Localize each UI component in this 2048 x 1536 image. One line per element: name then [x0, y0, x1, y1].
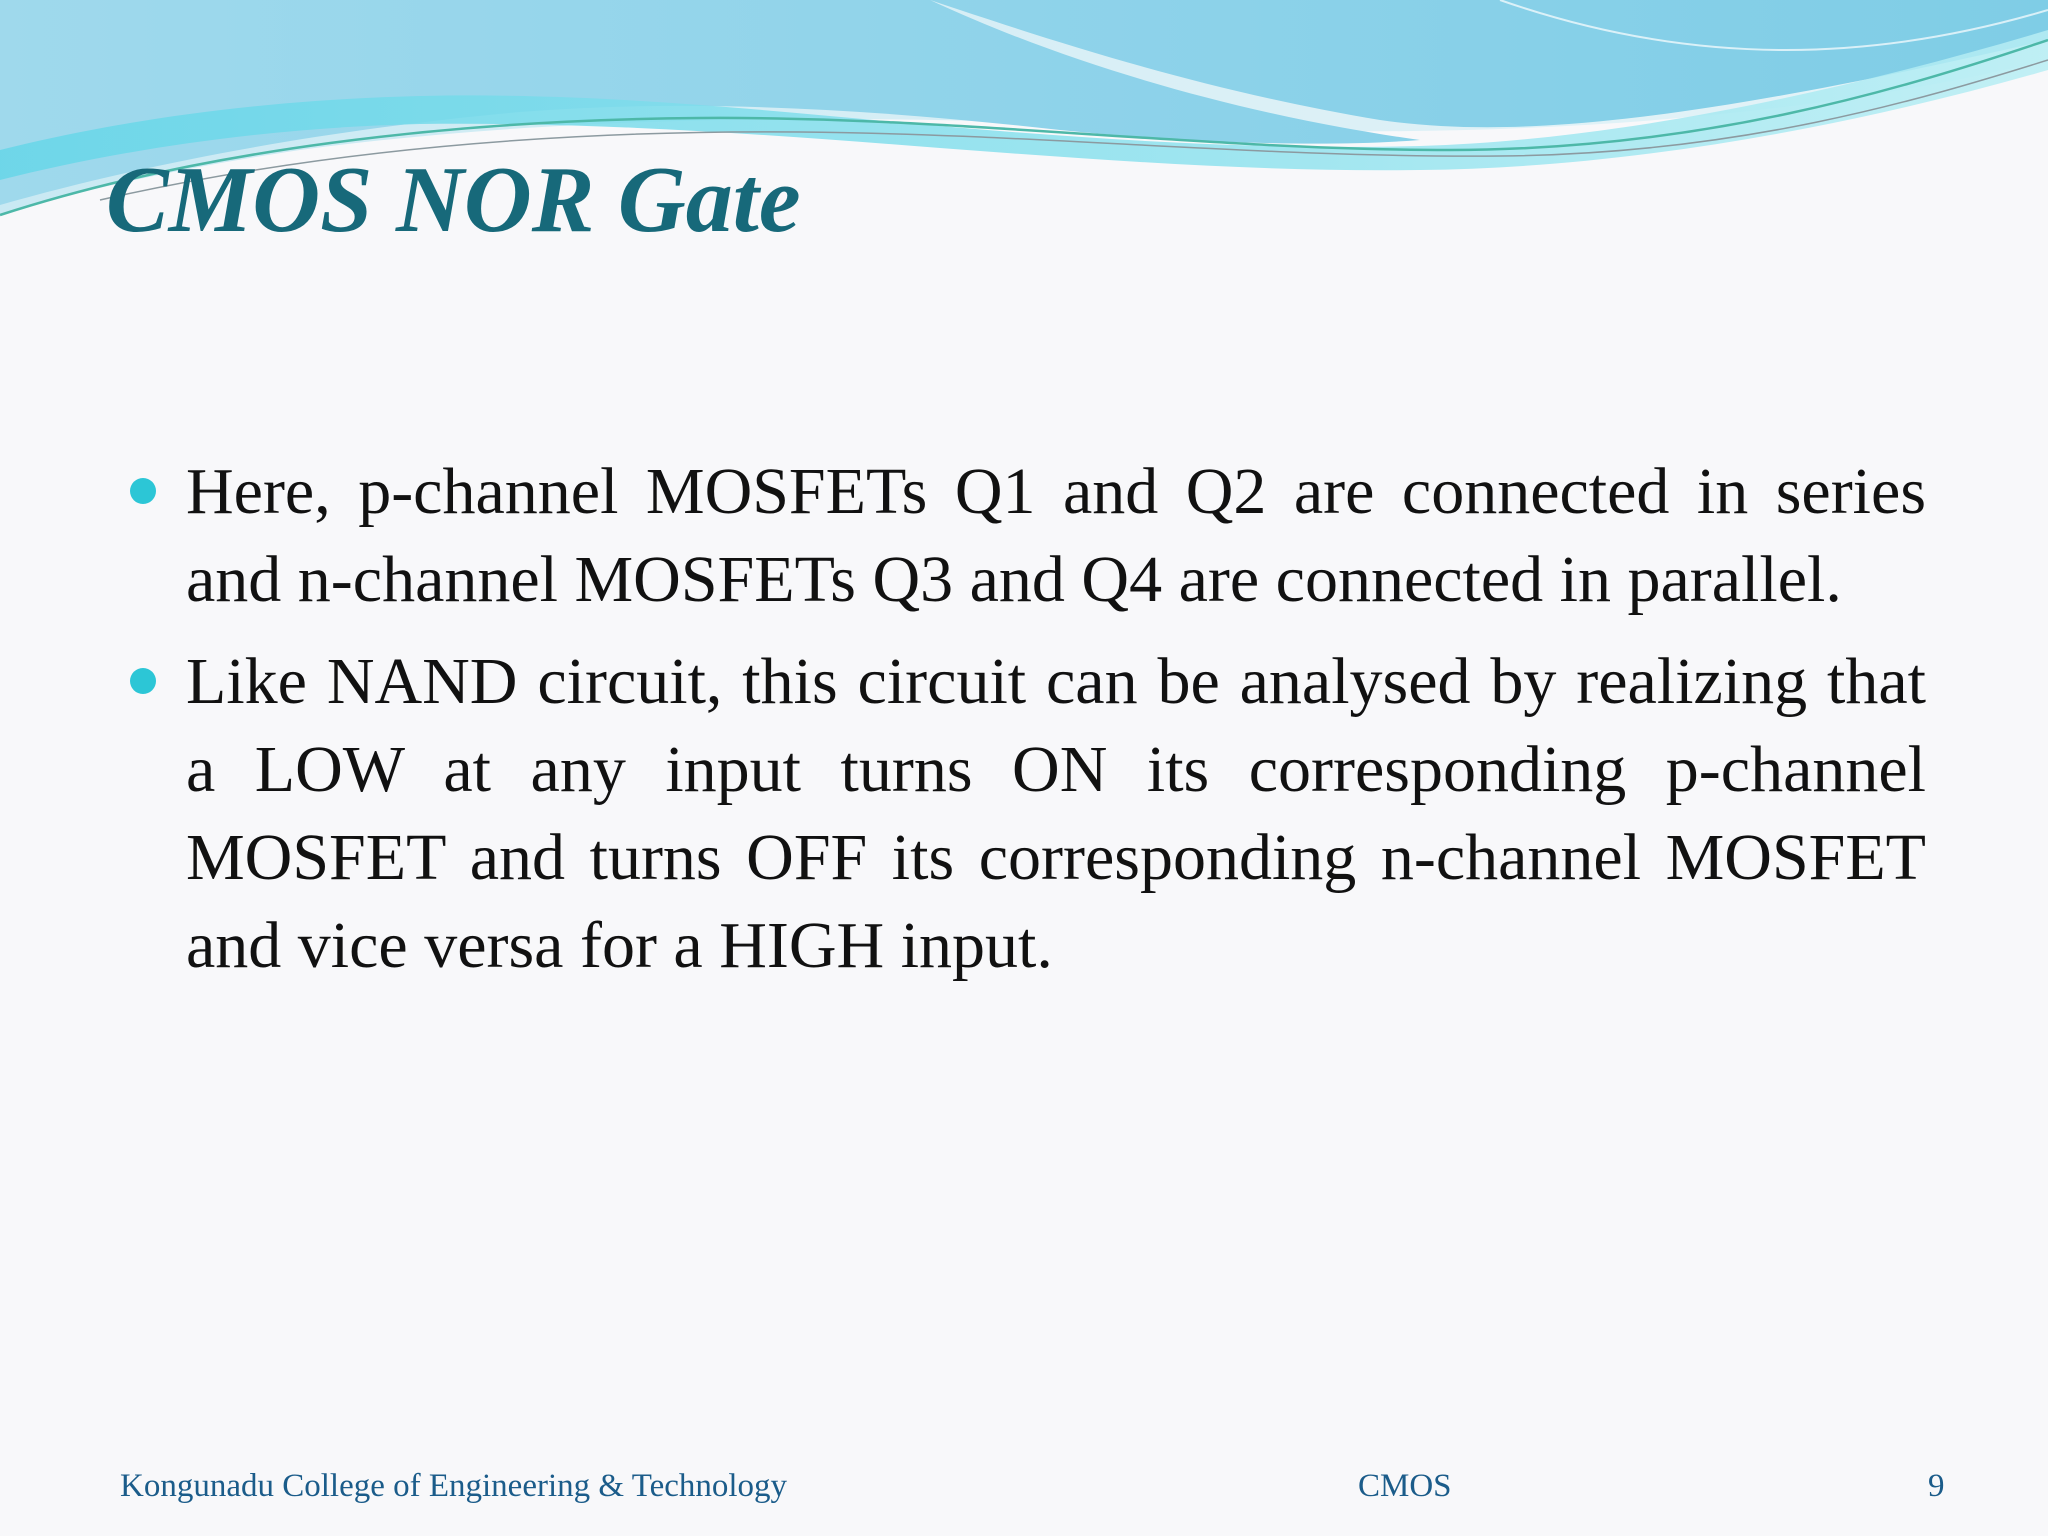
slide-title: CMOS NOR Gate	[106, 148, 801, 252]
bullet-list	[130, 448, 1926, 1004]
footer-topic: CMOS	[1358, 1468, 1452, 1504]
bullet-item	[130, 448, 1926, 624]
footer-page-number: 9	[1928, 1468, 1945, 1504]
bullet-marker-icon	[130, 478, 156, 504]
bullet-item	[130, 638, 1926, 990]
bullet-text: Here, p-channel MOSFETs Q1 and Q2 are connected in series and n-channel MOSFETs Q3 and Q4 are connected in parallel.	[186, 455, 1926, 616]
footer-institution: Kongunadu College of Engineering & Technology	[120, 1468, 788, 1504]
bullet-marker-icon	[130, 668, 156, 694]
bullet-text: Like NAND circuit, this circuit can be analysed by realizing that a LOW at any input turns ON its corresponding p-channel MOSFET and turns OFF its corresponding n-channel MOSFET and vice versa for a HIGH input.	[186, 645, 1926, 982]
